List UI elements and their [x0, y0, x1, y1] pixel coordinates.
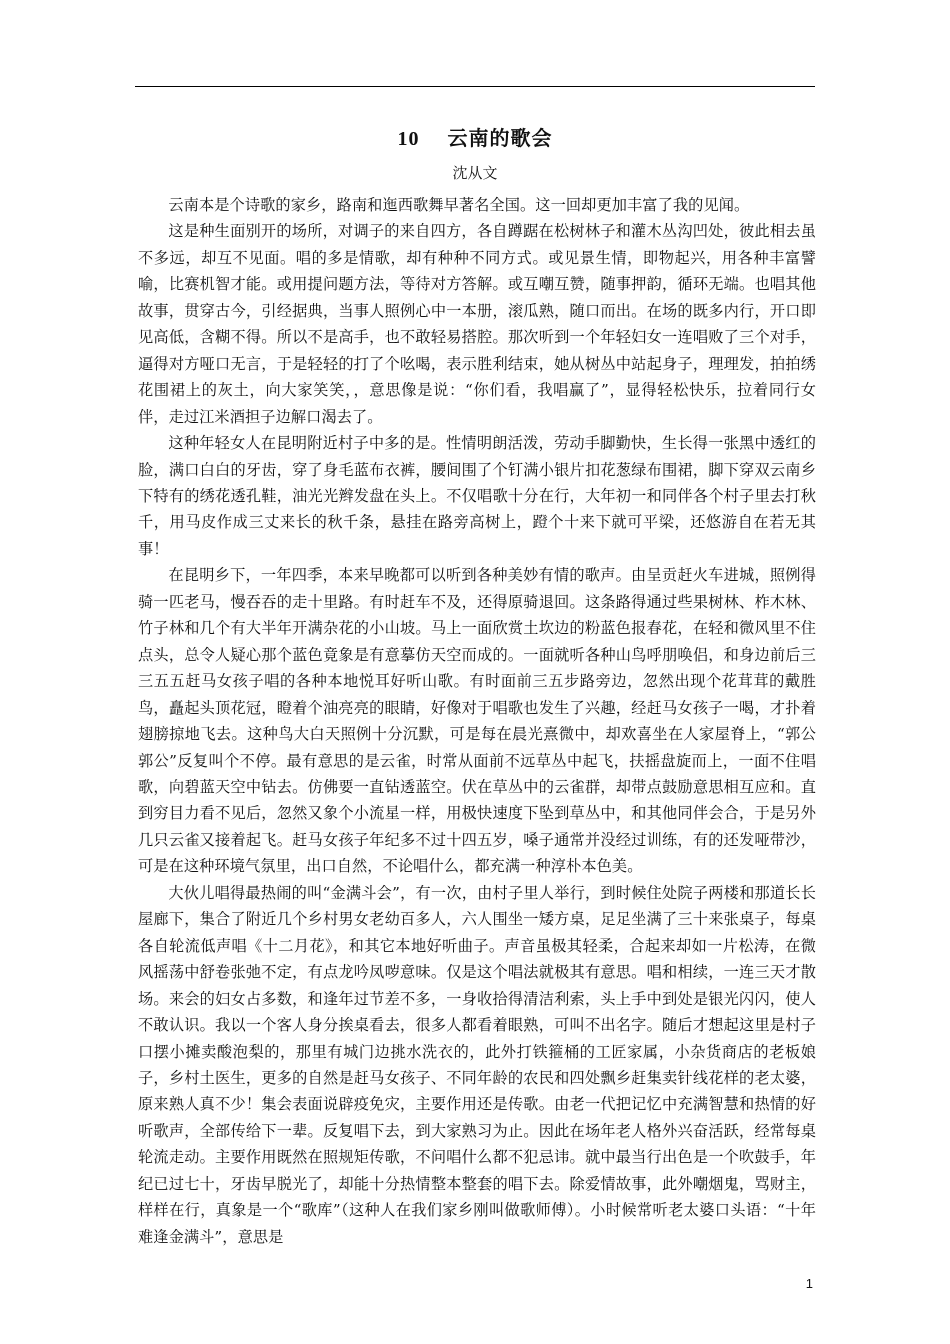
article-body: [138, 192, 816, 1250]
paragraph: 云南本是个诗歌的家乡，路南和迤西歌舞早著名全国。这一回却更加丰富了我的见闻。: [168, 196, 750, 214]
author-name: 沈从文: [452, 164, 498, 182]
header-rule: [135, 86, 815, 87]
paragraph: 大伙儿唱得最热闹的叫“金满斗会”，有一次，由村子里人举行，到时候住处院子两楼和那道长长屋廊下，集合了附近几个乡村男女老幼百多人，六人围坐一矮方桌，足足坐满了三十来张桌子，每桌各自轮流低声唱《十二月花》，和其它本地好听曲子。声音虽极其轻柔，合起来却如一片松涛，在微风摇荡中舒卷张弛不定，有点龙吟凤哕意味。仅是这个唱法就极其有意思。唱和相续，一连三天才散场。来会的妇女占多数，和逢年过节差不多，一身收拾得清洁利索，头上手中到处是银光闪闪，使人不敢认识。我以一个客人身分挨桌看去，很多人都看着眼熟，可叫不出名字。随后才想起这里是村子口摆小摊卖酸泡梨的，那里有城门边挑水洗衣的，此外打铁箍桶的工匠家属，小杂货商店的老板娘子，乡村土医生，更多的自然是赶马女孩子、不同年龄的农民和四处飘乡赶集卖针线花样的老太婆，原来熟人真不少！集会表面说辟疫免灾，主要作用还是传歌。由老一代把记忆中充满智慧和热情的好听歌声，全部传给下一辈。反复唱下去，到大家熟习为止。因此在场年老人格外兴奋活跃，经常每桌轮流走动。主要作用既然在照规矩传歌，不问唱什么都不犯忌讳。就中最当行出色是一个吹鼓手，年纪已过七十，牙齿早脱光了，却能十分热情整本整套的唱下去。除爱情故事，此外嘲烟鬼，骂财主，样样在行，真象是一个“歌库”（这种人在我们家乡刚叫做歌师傅）。小时候常听老太婆口头语：“十年难逢金满斗”，意思是: [138, 883, 816, 1246]
paragraph: 在昆明乡下，一年四季，本来早晚都可以听到各种美妙有情的歌声。由呈贡赶火车进城，照例得骑一匹老马，慢吞吞的走十里路。有时赶车不及，还得原骑退回。这条路得通过些果树林、柞木林、竹子林和几个有大半年开满杂花的小山坡。马上一面欣赏土坎边的粉蓝色报春花，在轻和微风里不住点头，总令人疑心那个蓝色竟象是有意摹仿天空而成的。一面就听各种山鸟呼朋唤侣，和身边前后三三五五赶马女孩子唱的各种本地悦耳好听山歌。有时面前三五步路旁边，忽然出现个花茸茸的戴胜鸟，矗起头顶花冠，瞪着个油亮亮的眼睛，好像对于唱歌也发生了兴趣，经赶马女孩子一喝，才扑着翅膀掠地飞去。这种鸟大白天照例十分沉默，可是每在晨光熹微中，却欢喜坐在人家屋脊上，“郭公郭公”反复叫个不停。最有意思的是云雀，时常从面前不远草丛中起飞，扶摇盘旋而上，一面不住唱歌，向碧蓝天空中钻去。仿佛要一直钻透蓝空。伏在草丛中的云雀群，却带点鼓励意思相互应和。直到穷目力看不见后，忽然又象个小流星一样，用极快速度下坠到草丛中，和其他同伴会合，于是另外几只云雀又接着起飞。赶马女孩子年纪多不过十四五岁，嗓子通常并没经过训练，有的还发哑带沙，可是在这种环境气氛里，出口自然，不论唱什么，都充满一种淳朴本色美。: [138, 566, 816, 876]
paragraph: 这是种生面别开的场所，对调子的来自四方，各自蹲踞在松树林子和灌木丛沟凹处，彼此相去虽不多远，却互不见面。唱的多是情歌，却有种种不同方式。或见景生情，即物起兴，用各种丰富譬喻，比赛机智才能。或用提问题方法，等待对方答解。或互嘲互赞，随事押韵，循环无端。也唱其他故事，贯穿古今，引经据典，当事人照例心中一本册，滚瓜熟，随口而出。在场的既多内行，开口即见高低，含糊不得。所以不是高手，也不敢轻易搭腔。那次听到一个年轻妇女一连唱败了三个对手，逼得对方哑口无言，于是轻轻的打了个吆喝，表示胜利结束，她从树丛中站起身子，理理发，拍拍绣花围裙上的灰土，向大家笑笑，，意思像是说：“你们看，我唱赢了”，显得轻松快乐，拉着同行女伴，走过江米酒担子边解口渴去了。: [138, 222, 816, 426]
paragraph: 这种年轻女人在昆明附近村子中多的是。性情明朗活泼，劳动手脚勤快，生长得一张黑中透红的脸，满口白白的牙齿，穿了身毛蓝布衣裤，腰间围了个钉满小银片扣花葱绿布围裙，脚下穿双云南乡下特有的绣花透孔鞋，油光光辫发盘在头上。不仅唱歌十分在行，大年初一和同伴各个村子里去打秋千，用马皮作成三丈来长的秋千条，悬挂在路旁高树上，蹬个十来下就可平梁，还悠游自在若无其事！: [138, 434, 816, 558]
article-title: [0, 124, 950, 153]
lesson-number: 10: [397, 128, 420, 150]
page-number: 1: [805, 1276, 813, 1291]
title-text: 云南的歌会: [447, 126, 553, 150]
